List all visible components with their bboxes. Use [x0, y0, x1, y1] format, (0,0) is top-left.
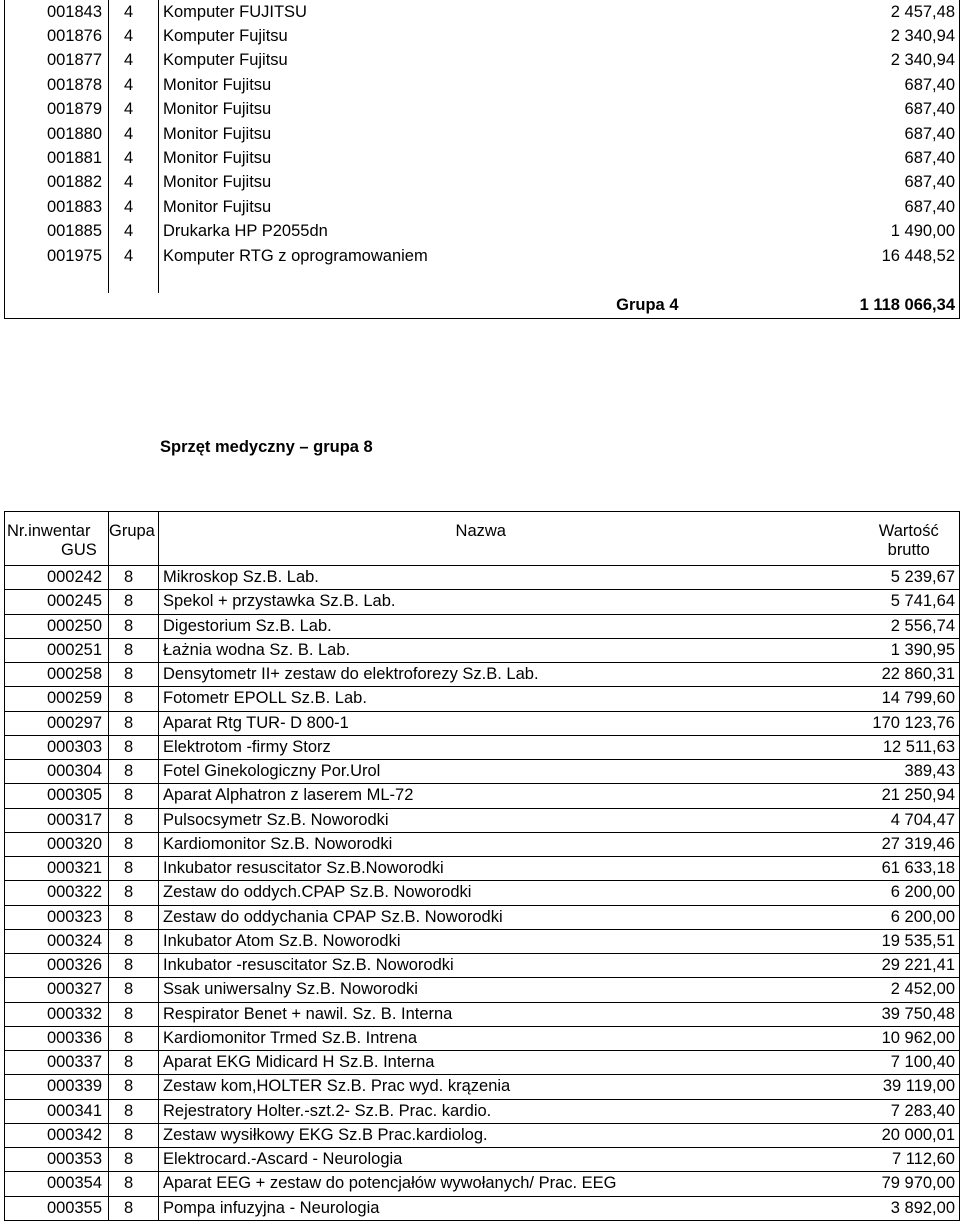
gross-value: 170 123,76: [799, 711, 960, 735]
inventory-number: 000245: [5, 590, 109, 614]
inventory-number: 000324: [5, 929, 109, 953]
gus-group: 8: [109, 1148, 159, 1172]
gross-value: 22 860,31: [799, 663, 960, 687]
table-row: [5, 832, 960, 856]
item-name: Inkubator -resuscitator Sz.B. Noworodki: [159, 954, 799, 978]
gus-group: 8: [109, 857, 159, 881]
gus-group: 8: [109, 1123, 159, 1147]
table-row: [5, 1099, 960, 1123]
gus-group: 4: [109, 73, 159, 97]
gus-group: 4: [109, 220, 159, 244]
table-row: [5, 978, 960, 1002]
table-row: [5, 687, 960, 711]
table-row: [5, 98, 960, 122]
gus-group: 8: [109, 905, 159, 929]
gross-value: 4 704,47: [799, 808, 960, 832]
item-name: Komputer RTG z oprogramowaniem: [163, 246, 428, 265]
gus-group: 8: [109, 687, 159, 711]
gross-value: 2 556,74: [799, 614, 960, 638]
inventory-number: 001882: [5, 171, 109, 195]
gross-value: 5 239,67: [799, 566, 960, 590]
item-name: Kardiomonitor Trmed Sz.B. Intrena: [159, 1026, 799, 1050]
gus-group: 8: [109, 1196, 159, 1220]
gross-value: 2 457,48: [799, 0, 960, 24]
item-name: Rejestratory Holter.-szt.2- Sz.B. Prac. kardio.: [159, 1099, 799, 1123]
inventory-number: 000242: [5, 566, 109, 590]
gross-value: 6 200,00: [799, 881, 960, 905]
table-row: [5, 711, 960, 735]
item-name: Pulsocsymetr Sz.B. Noworodki: [159, 808, 799, 832]
table-row: [5, 244, 960, 268]
table-row: [5, 954, 960, 978]
table-row: [5, 1172, 960, 1196]
inventory-number: 001883: [5, 195, 109, 219]
item-name: Aparat EEG + zestaw do potencjałów wywołanych/ Prac. EEG: [159, 1172, 799, 1196]
inventory-number: 001881: [5, 146, 109, 170]
inventory-number: 000353: [5, 1148, 109, 1172]
inventory-number: 000317: [5, 808, 109, 832]
item-name: Zestaw do oddychania CPAP Sz.B. Noworodki: [159, 905, 799, 929]
top-inventory-table: [4, 0, 960, 319]
gus-group: 4: [109, 171, 159, 195]
gus-group: 8: [109, 638, 159, 662]
gus-group: 4: [109, 122, 159, 146]
table-row: [5, 929, 960, 953]
gross-value: 7 112,60: [799, 1148, 960, 1172]
table-row: [5, 857, 960, 881]
header-gus-cell: [61, 540, 159, 566]
table-row: [5, 1075, 960, 1099]
item-name: Zestaw wysiłkowy EKG Sz.B Prac.kardiolog.: [159, 1123, 799, 1147]
table-row: [5, 1123, 960, 1147]
item-name: Inkubator resuscitator Sz.B.Noworodki: [159, 857, 799, 881]
inventory-number: 001876: [5, 24, 109, 48]
item-name: Zestaw kom,HOLTER Sz.B. Prac wyd. krązenia: [159, 1075, 799, 1099]
gus-group: 8: [109, 1099, 159, 1123]
gross-value: 29 221,41: [799, 954, 960, 978]
gus-group: 8: [109, 808, 159, 832]
gus-group: 8: [109, 614, 159, 638]
gross-value: 10 962,00: [799, 1026, 960, 1050]
table-row: [5, 146, 960, 170]
inventory-number: 000258: [5, 663, 109, 687]
table-row: [5, 590, 960, 614]
gross-value: 20 000,01: [799, 1123, 960, 1147]
gus-group: 4: [109, 49, 159, 73]
header-gus: GUS: [61, 540, 97, 559]
inventory-number: 000355: [5, 1196, 109, 1220]
inventory-number: 000321: [5, 857, 109, 881]
table-row: [5, 171, 960, 195]
table-row: [5, 0, 960, 24]
item-name: Elektrocard.-Ascard - Neurologia: [159, 1148, 799, 1172]
gus-group: 8: [109, 590, 159, 614]
gross-value: 3 892,00: [799, 1196, 960, 1220]
gus-group: 8: [109, 978, 159, 1002]
inventory-number: 000332: [5, 1002, 109, 1026]
gus-group: 8: [109, 832, 159, 856]
table-row: [5, 1002, 960, 1026]
gross-value: 19 535,51: [799, 929, 960, 953]
gross-value: 2 340,94: [799, 24, 960, 48]
empty-cell: [109, 293, 159, 319]
gross-value: 7 100,40: [799, 1051, 960, 1075]
gus-group: 4: [109, 98, 159, 122]
table-row: [5, 73, 960, 97]
gross-value: 687,40: [799, 171, 960, 195]
inventory-number: 000305: [5, 784, 109, 808]
inventory-number: 000336: [5, 1026, 109, 1050]
inventory-number: 001843: [5, 0, 109, 24]
gus-group: 8: [109, 735, 159, 759]
inventory-number: 001877: [5, 49, 109, 73]
header-nr-inwentar: Nr.inwentar: [5, 512, 109, 541]
table-row: [5, 784, 960, 808]
gus-group: 8: [109, 1002, 159, 1026]
gus-group: 8: [109, 929, 159, 953]
gus-group: 8: [109, 663, 159, 687]
table-row: [5, 1148, 960, 1172]
item-name: Fotometr EPOLL Sz.B. Lab.: [159, 687, 799, 711]
gus-group: 8: [109, 760, 159, 784]
summary-row: [5, 293, 960, 319]
item-name: Łażnia wodna Sz. B. Lab.: [159, 638, 799, 662]
gross-value: 389,43: [799, 760, 960, 784]
gross-value: 687,40: [799, 73, 960, 97]
empty-cell: [159, 268, 799, 292]
gross-value: 1 390,95: [799, 638, 960, 662]
inventory-number: 000326: [5, 954, 109, 978]
item-name: Inkubator Atom Sz.B. Noworodki: [159, 929, 799, 953]
inventory-number: 000251: [5, 638, 109, 662]
table-row: [5, 614, 960, 638]
item-name: Densytometr II+ zestaw do elektroforezy Sz.B. Lab.: [159, 663, 799, 687]
table-row: [5, 24, 960, 48]
item-name: Aparat EKG Midicard H Sz.B. Interna: [159, 1051, 799, 1075]
inventory-number: 000327: [5, 978, 109, 1002]
item-name: Monitor Fujitsu: [163, 197, 272, 216]
table-row: [5, 566, 960, 590]
item-name: Pompa infuzyjna - Neurologia: [159, 1196, 799, 1220]
gus-group: 8: [109, 1172, 159, 1196]
gross-value: 687,40: [799, 98, 960, 122]
item-name: Zestaw do oddych.CPAP Sz.B. Noworodki: [159, 881, 799, 905]
inventory-number: 000304: [5, 760, 109, 784]
gross-value: 2 452,00: [799, 978, 960, 1002]
inventory-number: 000259: [5, 687, 109, 711]
gus-group: 8: [109, 1075, 159, 1099]
gross-value: 16 448,52: [799, 244, 960, 268]
item-name: Aparat Alphatron z laserem ML-72: [159, 784, 799, 808]
gross-value: 12 511,63: [799, 735, 960, 759]
empty-cell: [109, 268, 159, 292]
inventory-number: 000303: [5, 735, 109, 759]
header-row: [5, 512, 960, 541]
table-row: [5, 808, 960, 832]
section-title: Sprzęt medyczny – grupa 8: [160, 438, 373, 456]
table-row: [5, 1196, 960, 1220]
table-row: [5, 663, 960, 687]
gus-group: 4: [109, 146, 159, 170]
header-empty: [159, 541, 799, 566]
gross-value: 2 340,94: [799, 49, 960, 73]
table-row: [5, 760, 960, 784]
item-name: Mikroskop Sz.B. Lab.: [159, 566, 799, 590]
table-row: [5, 735, 960, 759]
table-row: [5, 905, 960, 929]
medical-equipment-table: [4, 511, 960, 1221]
gross-value: 27 319,46: [799, 832, 960, 856]
inventory-number: 001880: [5, 122, 109, 146]
gross-value: 5 741,64: [799, 590, 960, 614]
item-name: Monitor Fujitsu: [163, 100, 272, 119]
gus-group: 4: [109, 24, 159, 48]
gus-group: 8: [109, 784, 159, 808]
inventory-number: 001975: [5, 244, 109, 268]
header-brutto: brutto: [799, 541, 960, 566]
gus-group: 4: [109, 0, 159, 24]
table-row: [5, 881, 960, 905]
item-name: Respirator Benet + nawil. Sz. B. Interna: [159, 1002, 799, 1026]
item-name: Monitor Fujitsu: [163, 149, 272, 168]
summary-label: Grupa 4: [159, 293, 799, 319]
gross-value: 6 200,00: [799, 905, 960, 929]
header-wartosc: Wartość: [799, 512, 960, 541]
inventory-number: 001879: [5, 98, 109, 122]
inventory-number: 000297: [5, 711, 109, 735]
summary-value: 1 118 066,34: [799, 293, 960, 319]
gross-value: 39 119,00: [799, 1075, 960, 1099]
inventory-number: 000354: [5, 1172, 109, 1196]
inventory-number: 001878: [5, 73, 109, 97]
gus-group: 8: [109, 1026, 159, 1050]
table-row: [5, 638, 960, 662]
gus-group: 8: [109, 566, 159, 590]
gross-value: 687,40: [799, 122, 960, 146]
item-name: Fotel Ginekologiczny Por.Urol: [159, 760, 799, 784]
inventory-number: 000250: [5, 614, 109, 638]
gross-value: 61 633,18: [799, 857, 960, 881]
gross-value: 7 283,40: [799, 1099, 960, 1123]
gross-value: 1 490,00: [799, 220, 960, 244]
item-name: Spekol + przystawka Sz.B. Lab.: [159, 590, 799, 614]
gus-group: 8: [109, 711, 159, 735]
table-row: [5, 220, 960, 244]
item-name: Kardiomonitor Sz.B. Noworodki: [159, 832, 799, 856]
inventory-number: 000341: [5, 1099, 109, 1123]
item-name: Monitor Fujitsu: [163, 124, 272, 143]
item-name: Monitor Fujitsu: [163, 75, 272, 94]
item-name: Monitor Fujitsu: [163, 173, 272, 192]
table-row: [5, 195, 960, 219]
header-grupa: Grupa: [109, 512, 159, 541]
inventory-number: 000320: [5, 832, 109, 856]
inventory-number: 000323: [5, 905, 109, 929]
gross-value: 39 750,48: [799, 1002, 960, 1026]
item-name: Komputer Fujitsu: [163, 27, 288, 46]
item-name: Drukarka HP P2055dn: [163, 222, 328, 241]
gross-value: 21 250,94: [799, 784, 960, 808]
gus-group: 4: [109, 195, 159, 219]
gross-value: 687,40: [799, 195, 960, 219]
empty-cell: [799, 268, 960, 292]
inventory-number: 000337: [5, 1051, 109, 1075]
empty-cell: [5, 293, 109, 319]
inventory-number: 000342: [5, 1123, 109, 1147]
empty-row: [5, 268, 960, 292]
inventory-number: 001885: [5, 220, 109, 244]
item-name: Elektrotom -firmy Storz: [159, 735, 799, 759]
header-row-2: [5, 541, 960, 566]
item-name: Komputer FUJITSU: [163, 2, 307, 21]
item-name: Aparat Rtg TUR- D 800-1: [159, 711, 799, 735]
item-name: Komputer Fujitsu: [163, 51, 288, 70]
header-nazwa: Nazwa: [455, 521, 506, 540]
gross-value: 687,40: [799, 146, 960, 170]
gus-group: 8: [109, 954, 159, 978]
gross-value: 14 799,60: [799, 687, 960, 711]
inventory-number: 000339: [5, 1075, 109, 1099]
table-row: [5, 1026, 960, 1050]
item-name: Ssak uniwersalny Sz.B. Noworodki: [159, 978, 799, 1002]
table-row: [5, 1051, 960, 1075]
gus-group: 8: [109, 881, 159, 905]
gus-group: 8: [109, 1051, 159, 1075]
gross-value: 79 970,00: [799, 1172, 960, 1196]
inventory-number: 000322: [5, 881, 109, 905]
empty-cell: [5, 268, 109, 292]
gus-group: 4: [109, 244, 159, 268]
table-row: [5, 49, 960, 73]
item-name: Digestorium Sz.B. Lab.: [159, 614, 799, 638]
table-row: [5, 122, 960, 146]
